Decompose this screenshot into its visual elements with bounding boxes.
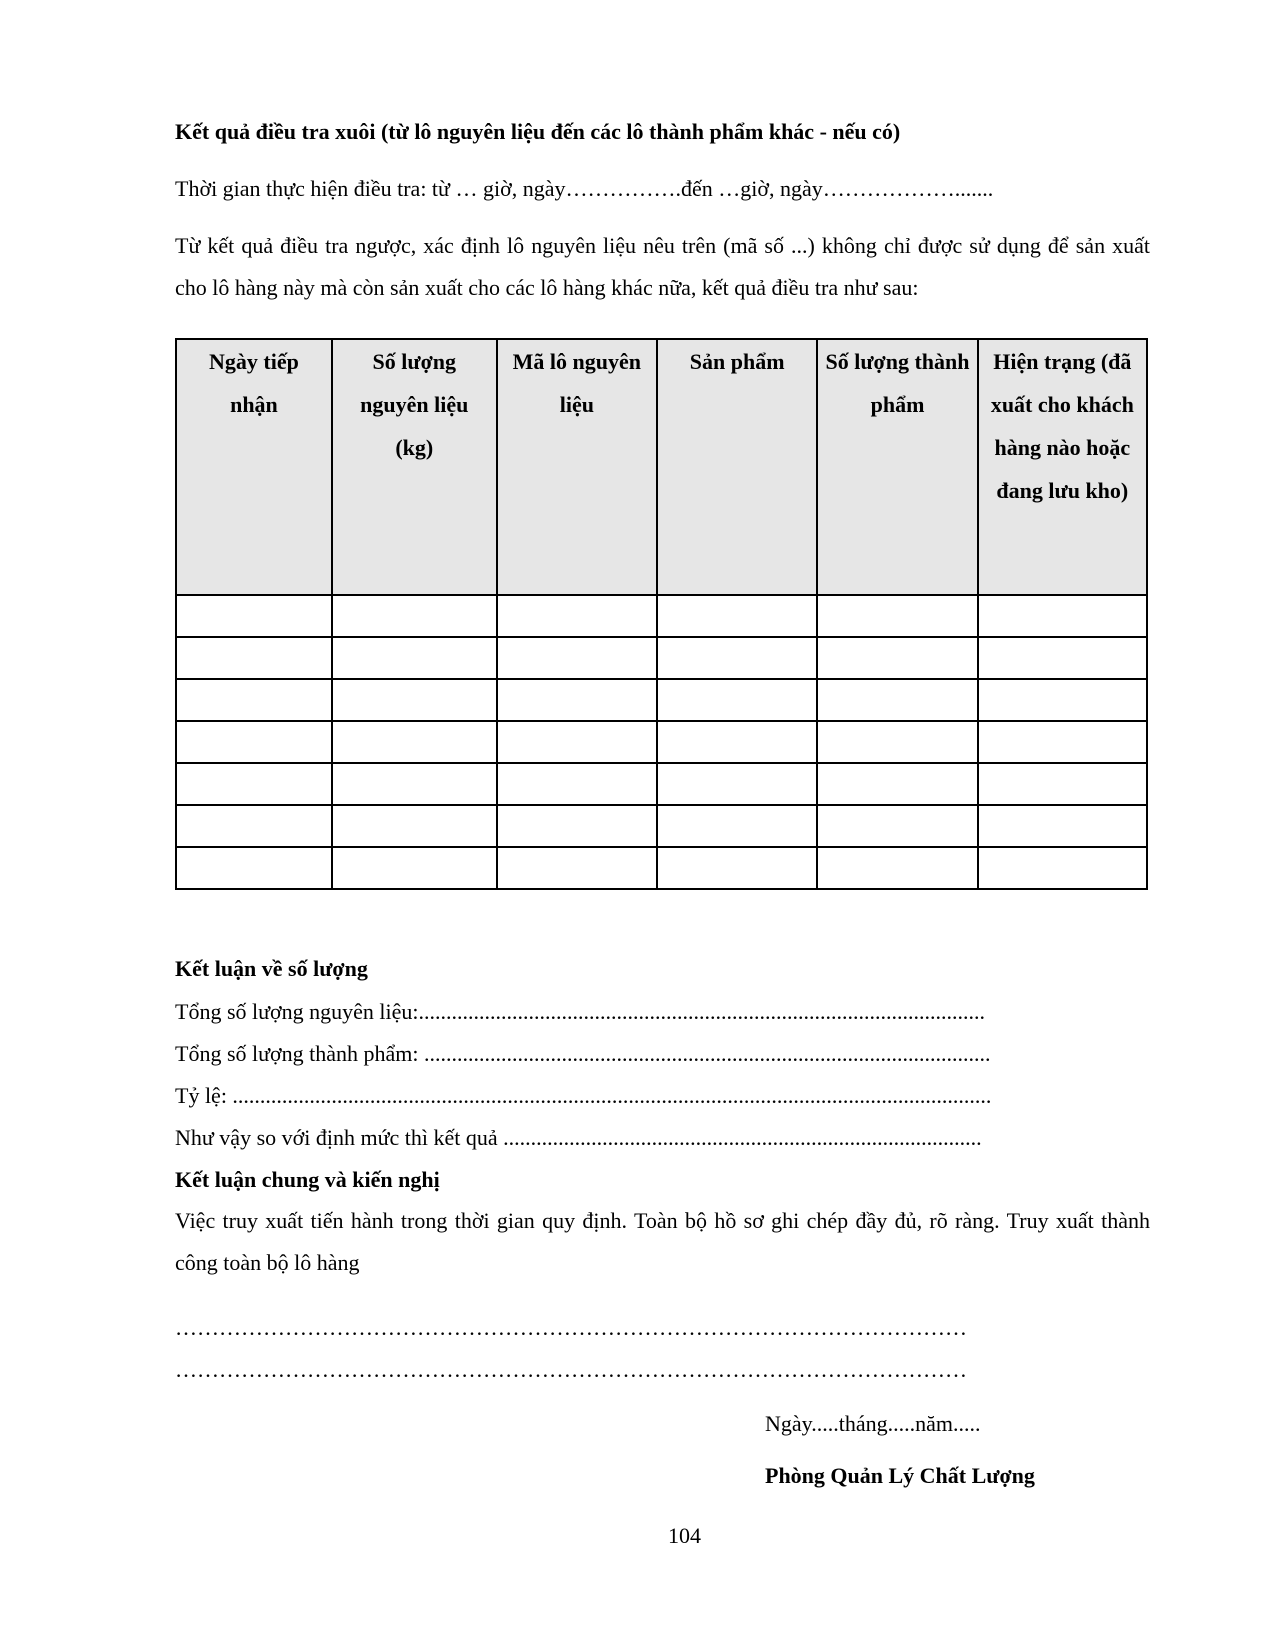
table-row xyxy=(176,637,1147,679)
total-finished-line: Tổng số lượng thành phẩm: ....................................................................................................... xyxy=(175,1041,991,1066)
table-cell xyxy=(497,847,657,889)
table-cell xyxy=(497,595,657,637)
norm-comparison-line: Như vậy so với định mức thì kết quả ....................................................................................... xyxy=(175,1125,982,1150)
investigation-time-line: Thời gian thực hiện điều tra: từ … giờ, ngày…………….đến …giờ, ngày………………....... xyxy=(175,176,994,201)
table-cell xyxy=(332,763,497,805)
page-number: 104 xyxy=(668,1523,701,1548)
header-product: Sản phẩm xyxy=(657,339,817,595)
signature-date-line: Ngày.....tháng.....năm..... xyxy=(765,1411,981,1436)
table-cell xyxy=(332,805,497,847)
quantity-conclusion-heading: Kết luận về số lượng xyxy=(175,956,368,981)
table-cell xyxy=(176,847,332,889)
table-cell xyxy=(978,637,1147,679)
table-cell xyxy=(978,721,1147,763)
table-cell xyxy=(497,721,657,763)
table-cell xyxy=(978,679,1147,721)
general-conclusion-text: Việc truy xuất tiến hành trong thời gian quy định. Toàn bộ hồ sơ ghi chép đầy đủ, rõ ràng. Truy xuất thành công toàn bộ lô hàng xyxy=(175,1208,1150,1275)
table-cell xyxy=(657,805,817,847)
table-cell xyxy=(978,805,1147,847)
table-cell xyxy=(657,847,817,889)
table-cell xyxy=(332,595,497,637)
table-row xyxy=(176,595,1147,637)
table-cell xyxy=(497,763,657,805)
ratio-line: Tỷ lệ: .......................................................................................................................................... xyxy=(175,1083,992,1108)
table-row xyxy=(176,805,1147,847)
header-status: Hiện trạng (đã xuất cho khách hàng nào hoặc đang lưu kho) xyxy=(978,339,1147,595)
total-material-line: Tổng số lượng nguyên liệu:....................................................................................................... xyxy=(175,999,986,1024)
table-cell xyxy=(176,595,332,637)
table-cell xyxy=(497,679,657,721)
table-cell xyxy=(657,721,817,763)
table-cell xyxy=(657,679,817,721)
table-cell xyxy=(176,763,332,805)
table-cell xyxy=(176,805,332,847)
table-row xyxy=(176,721,1147,763)
header-material-quantity: Số lượng nguyên liệu (kg) xyxy=(332,339,497,595)
table-cell xyxy=(657,763,817,805)
table-cell xyxy=(332,637,497,679)
table-cell xyxy=(978,847,1147,889)
table-cell xyxy=(176,679,332,721)
table-cell xyxy=(817,805,977,847)
header-material-lot-code: Mã lô nguyên liệu xyxy=(497,339,657,595)
table-cell xyxy=(817,595,977,637)
dotted-line-1: ……………………………………………………………………………………………… xyxy=(175,1315,967,1340)
table-cell xyxy=(817,847,977,889)
general-conclusion-heading: Kết luận chung và kiến nghị xyxy=(175,1167,440,1192)
table-cell xyxy=(176,721,332,763)
section-title: Kết quả điều tra xuôi (từ lô nguyên liệu đến các lô thành phẩm khác - nếu có) xyxy=(175,119,901,144)
table-row xyxy=(176,679,1147,721)
table-cell xyxy=(978,595,1147,637)
table-cell xyxy=(176,637,332,679)
header-finished-quantity: Số lượng thành phẩm xyxy=(817,339,977,595)
table-cell xyxy=(657,637,817,679)
table-row xyxy=(176,847,1147,889)
forward-trace-table xyxy=(175,338,1148,890)
table-cell xyxy=(332,679,497,721)
dotted-line-2: ……………………………………………………………………………………………… xyxy=(175,1357,967,1382)
table-row xyxy=(176,763,1147,805)
table-cell xyxy=(497,805,657,847)
table-cell xyxy=(817,721,977,763)
table-cell xyxy=(817,679,977,721)
table-cell xyxy=(657,595,817,637)
intro-paragraph: Từ kết quả điều tra ngược, xác định lô nguyên liệu nêu trên (mã số ...) không chỉ được sử dụng để sản xuất cho lô hàng này mà còn sản xuất cho các lô hàng khác nữa, kết quả điều tra như sau: xyxy=(175,233,1150,300)
table-cell xyxy=(332,847,497,889)
table-cell xyxy=(817,763,977,805)
table-header-row xyxy=(176,339,1147,595)
table-cell xyxy=(817,637,977,679)
table-cell xyxy=(497,637,657,679)
signature-department: Phòng Quản Lý Chất Lượng xyxy=(765,1463,1035,1488)
table-cell xyxy=(332,721,497,763)
header-receive-date: Ngày tiếp nhận xyxy=(176,339,332,595)
table-cell xyxy=(978,763,1147,805)
